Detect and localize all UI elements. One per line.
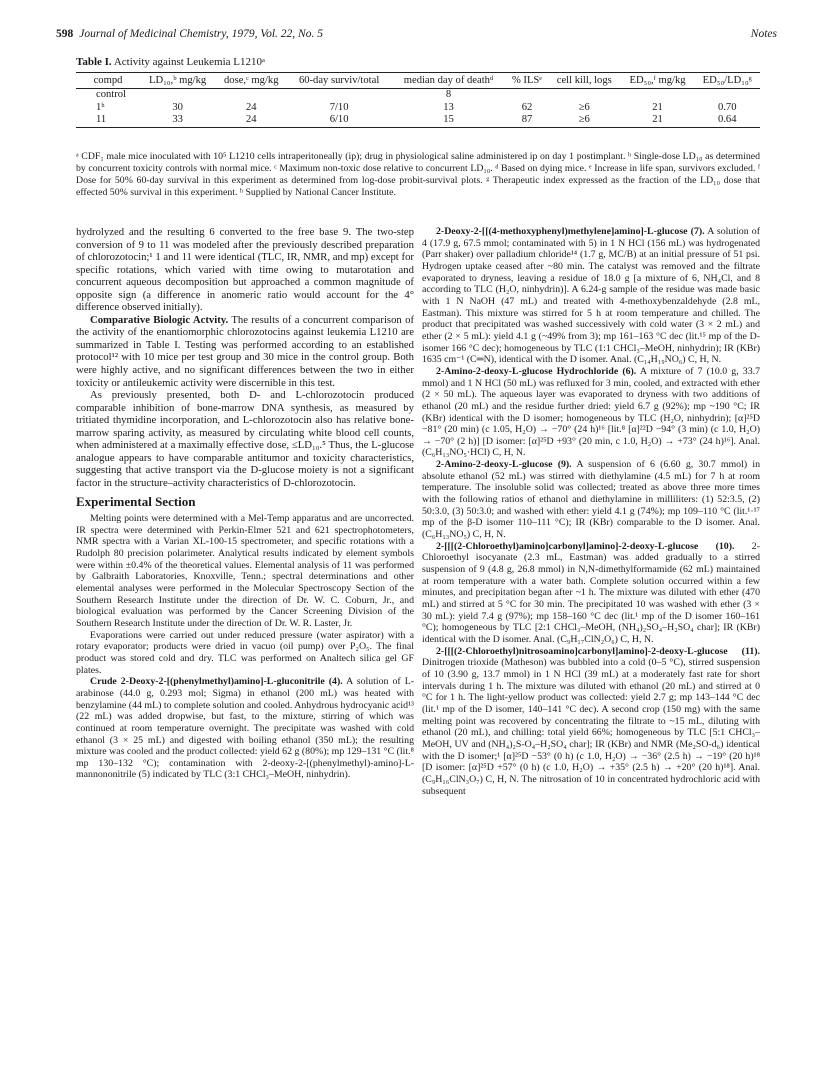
paragraph <box>422 541 760 646</box>
col-median-death: median day of deathᵈ <box>403 75 494 86</box>
table-cell: 30 <box>172 101 183 113</box>
paragraph-text: A suspension of 6 (6.60 g, 30.7 mmol) in absolute ethanol (52 mL) was stirred with diethylamine (4.5 mL) for 7 h at room temperature. The insoluble solid was collected; treated as above three more times with the following ratios of ethanol and diethylamine in milliliters: (1) 52:3.5, (2) 50:3.0, (3) 50:3.0; and washed with ether: yield 4.1 g (74%); mp 109–110 °C (lit.¹·¹⁷ mp of the β-D isomer 110–111 °C); IR (KBr) comparable to the D isomer. Anal. (C₆H₁₃NO₅) C, H, N. <box>422 459 760 541</box>
table-title: Activity against Leukemia L1210ᵃ <box>113 56 265 68</box>
paragraph <box>76 676 414 781</box>
paragraph-text: A solution of L-arabinose (44.0 g, 0.293 mol; Sigma) in ethanol (200 mL) was heated with benzylamine (44 mL) to complete solution and cooled. Anhydrous hydrocyanic acid¹³ (22 mL) was added dropwise, but fast, to the mixture, stirring of which was continued at room temperature overnight. The precipitate was washed with cold ethanol (3 × 25 mL) and digested with boiling ethanol (350 mL); the resulting mixture was cooled and the product collected: yield 62 g (80%); mp 129–131 °C (lit.⁸ mp 130–132 °C); contamination with 2-deoxy-2-[(phenylmethyl)-amino]-L-mannononitrile (5) indicated by TLC (3:1 CHCl₃–MeOH, ninhydrin). <box>76 676 414 781</box>
col-ed50: ED₅₀,ᶠ mg/kg <box>629 75 686 86</box>
compound-heading: 2-Amino-2-deoxy-L-glucose Hydrochloride (6). <box>436 365 637 377</box>
table-cell: 87 <box>521 114 533 125</box>
section-heading: Experimental Section <box>76 494 196 510</box>
paragraph <box>422 226 760 366</box>
col-ils: % ILSᵉ <box>511 75 543 86</box>
paragraph <box>76 314 414 389</box>
paragraph <box>422 459 760 541</box>
table-cell: 0.70 <box>717 101 737 113</box>
paragraph-text: A solution of 4 (17.9 g, 67.5 mmol; contaminated with 5) in 1 N HCl (156 mL) was hydrogenated (Parr shaker) over palladium chloride¹⁴ (1.7 g, MC/B) at an initial pressure of 51 psi. Hydrogen uptake ceased after ~80 min. The catalyst was removed and the filtrate evaporated to dryness, leaving a residue of 18.0 g [a mixture of 6, NH₄Cl, and 8 according to TLC (H₂O, ninhydrin)]. A 6.24-g sample of the residue was made basic with 1 N NaOH (47 mL) and treated with 4-methoxybenzaldehyde (2.8 mL, Eastman). This mixture was stirred for 5 h at room temperature and chilled. The product that precipitated was washed successively with cold water (3 × 2 mL) and ether (2 × 5 mL): yield 4.1 g (~49% from 3); mp 161–163 °C dec (lit.¹⁵ mp of the D-isomer 166 °C dec); homogeneous by TLC (1:1 CHCl₃–MeOH, ninhydrin); IR (KBr) 1635 cm⁻¹ (C═N), identical with the D isomer. Anal. (C₁₄H₁₉NO₆) C, H, N. <box>422 226 760 366</box>
table-cell: 7/10 <box>329 101 349 113</box>
subsection-heading: Comparative Biologic Actvity. <box>90 313 229 326</box>
paragraph-text: 2-Chloroethyl isocyanate (2.3 mL, Eastman) was added gradually to a stirred suspension of 9 (4.8 g, 26.8 mmol) in N,N-dimethylformamide (62 mL) maintained at room temperature with a water bath. Complete solution occurred within a few minutes, and precipitation began after ~1 h. The mixture was diluted with ether (470 mL) and stirred at 5 °C for 30 min. The precipitated 10 was washed with ether (3 × 30 mL): yield 7.4 g (97%); mp 158–160 °C dec (lit.¹ mp of the D isomer 160–161 °C); homogeneous by TLC [2:1 CHCl₃–MeOH, (NH₄)₂SO₄–H₂SO₄ char]; IR (KBr) identical with the D isomer. Anal. (C₉H₁₇ClN₂O₆) C, H, N. <box>422 540 760 645</box>
paragraph: Melting points were determined with a Mel-Temp apparatus and are uncorrected. IR spectra were determined with Perkin-Elmer 521 and 621 spectrophotometers, NMR spectra with a Varian XL-100-15 spectrometer, and specific rotations with a Rudolph 80 precision polarimeter. Analytical results indicated by element symbols were within ±0.4% of the theoretical values. Elemental analysis of 11 was performed by Galbraith Laboratories, Knoxville, Tenn.; spectral determinations and other elemental analyses were performed in the Molecular Spectroscopy Section of the Southern Research Institute under the direction of Dr. W. C. Coburn, Jr., and biological evaluation was performed by the Cancer Screening Division of the Southern Research Institute under the direction of Dr. W. R. Laster, Jr. <box>76 513 414 629</box>
table-cell <box>695 89 760 102</box>
table-cell: 6/10 <box>329 114 349 125</box>
table-row <box>76 114 760 127</box>
table-cell: ≥6 <box>578 101 590 113</box>
compound-heading: Crude 2-Deoxy-2-[(phenylmethyl)amino]-L-gluconitrile (4). <box>90 676 343 688</box>
journal-citation: Journal of Medicinal Chemistry, 1979, Vol. 22, No. 5 <box>79 28 323 40</box>
header-left <box>56 28 323 40</box>
running-header <box>56 28 777 44</box>
activity-table <box>76 72 760 128</box>
table-cell: 62 <box>521 101 533 113</box>
table-cell: 24 <box>245 101 257 113</box>
table-cell <box>140 89 215 102</box>
col-dose: dose,ᶜ mg/kg <box>224 75 279 86</box>
table-row <box>76 89 760 102</box>
compound-heading: 2-Amino-2-deoxy-L-glucose (9). <box>436 459 572 471</box>
paragraph-text: Dinitrogen trioxide (Matheson) was bubbled into a cold (0–5 °C), stirred suspension of 10 (3.90 g, 13.7 mmol) in 1 N HCl (39 mL) at a moderately fast rate for short intervals during 1 h. The mixture was diluted with ethanol (20 mL) and stirred at 0 °C for 1 h. The light-yellow product was collected: yield 2.7 g; mp 143–144 °C dec (lit.¹ mp of the D isomer, 140–141 °C dec). A second crop (150 mg) with the same melting point was recovered by concentrating the filtrate to ~15 mL, diluting with ethanol (20 mL), and chilling: total yield 66%; homogeneous by TLC [5:1 CHCl₃–MeOH, UV and (NH₄)₂S-O₄–H₂SO₄ char]; IR (KBr) and NMR (Me₂SO-d₆) identical with the D isomer;¹ [α]²⁵D −53° (0 h) (c 1.0, H₂O) → −36° (2.5 h) → −19° (20 h)¹⁸ [D isomer: [α]²⁵D +57° (0 h) (c 1.0, H₂O) → +35° (2.5 h) → +20° (20 h)¹⁸]. Anal. (C₉H₁₆ClN₃O₇) C, H, N. The nitrosation of 10 in concentrated hydrochloric acid with subsequent <box>422 657 760 797</box>
table-cell: 33 <box>172 114 183 125</box>
table-caption <box>76 56 265 68</box>
paragraph <box>422 646 760 798</box>
right-column <box>422 226 760 797</box>
paragraph: As previously presented, both D- and L-chlorozotocin produced comparable inhibition of bone-marrow DNA synthesis, as measured by tritiated thymidine incorporation, and L-chlorozotocin also has relative bone-marrow sparing activity, as measured by circulating white blood cell counts, when administered at a maximally effective dose, ≤LD₁₀.⁵ Thus, the L-glucose analogue appears to have comparable antitumor and toxicity characteristics, suggesting that active transport via the D-glucose moiety is not a significant factor in the structure–activity characteristics of D-chlorozotocin. <box>76 389 414 489</box>
table-cell <box>506 89 548 102</box>
table-cell: 0.64 <box>717 114 737 125</box>
paragraph-text: A mixture of 7 (10.0 g, 33.7 mmol) and 1 N HCl (50 mL) was refluxed for 3 min, cooled, and extracted with ether (2 × 50 mL). The aqueous layer was evaporated to dryness with two additions of ethanol (20 mL) and the residue further dried: yield 6.7 g (92%); mp ~190 °C; IR (KBr) identical with the D isomer; homogeneous by TLC (H₂O, ninhydrin); [α]²⁵D −81° (20 min) (c 1.05, H₂O) → −70° (24 h)¹⁶ [lit.⁸ [α]²²D −94° (3 min) (c 1.0, H₂O) → −70° (2 h)] [D isomer: [α]²⁵D +93° (20 min, c 1.0, H₂O) → +73° (24 h)¹⁶]. Anal. (C₆H₁₃NO₅·HCl) C, H, N. <box>422 365 761 459</box>
table-footnotes: ᵃ CDF₁ male mice inoculated with 10⁵ L1210 cells intraperitoneally (ip); drug in physiological saline administered ip on day 1 postimplant. ᵇ Single-dose LD₁₀ as determined by concurrent toxicity controls with normal mice. ᶜ Maximum non-toxic dose relative to concurrent LD₁₀. ᵈ Based on dying mice. ᵉ Increase in life span, survivors excluded. ᶠ Dose for 50% 60-day survival in this experiment as determined from log-dose probit-survival plots. ᵍ Therapeutic index expressed as the fraction of the LD₁₀ dose that effected 50% survival in this experiment. ʰ Supplied by National Cancer Institute. <box>76 151 760 198</box>
table-cell: ≥6 <box>578 114 590 125</box>
table-cell: 13 <box>443 101 454 113</box>
table-cell: 24 <box>245 114 257 125</box>
table-cell <box>287 89 391 102</box>
table-row <box>76 102 760 115</box>
table-cell: 11 <box>96 114 107 125</box>
table-cell: 21 <box>652 114 663 125</box>
paragraph-text: The results of a concurrent comparison of the activity of the enantiomorphic chlorozotocins against leukemia L1210 are summarized in Table I. Testing was performed according to an established protocol¹² with 10 mice per test group and 30 mice in the control group. Both were highly active, and no significant differences between the two in either toxicity or antileukemic activity were discernible in this test. <box>76 313 415 389</box>
page-number: 598 <box>56 28 74 40</box>
compound-heading: 2-[[[(2-Chloroethyl)amino]carbonyl]amino]-2-deoxy-L-glucose (10). <box>436 540 735 552</box>
col-therapeutic-index: ED₅₀/LD₁₀ᵍ <box>702 75 752 86</box>
col-cell-kill: cell kill, logs <box>556 75 612 86</box>
table-cell: 1ʰ <box>96 101 105 113</box>
table-cell <box>215 89 287 102</box>
col-compd: compd <box>93 75 123 86</box>
table-header-row <box>76 73 760 89</box>
table-cell: 21 <box>652 101 663 113</box>
table-cell <box>621 89 695 102</box>
col-survival: 60-day surviv/total <box>298 75 380 86</box>
table-cell: 8 <box>445 89 452 100</box>
table-cell: 15 <box>443 114 454 125</box>
compound-heading: 2-Deoxy-2-[[(4-methoxyphenyl)methylene]amino]-L-glucose (7). <box>436 226 705 237</box>
paragraph: hydrolyzed and the resulting 6 converted to the free base 9. The two-step conversion of 9 to 11 was modeled after the previously described preparation of chlorozotocin;¹ 1 and 11 were identical (TLC, IR, NMR, and mp) except for specific rotations, which varied with time owing to mutarotation and concurrent aqueous decomposition but approached a common magnitude of opposite sign (a difference in anomeric ratio would account for the 4° difference observed initially). <box>76 226 414 314</box>
table-cell <box>548 89 621 102</box>
paragraph <box>422 366 760 459</box>
left-column <box>76 226 414 781</box>
table-label: Table I. <box>76 56 112 68</box>
col-ld10: LD₁₀,ᵇ mg/kg <box>149 75 207 86</box>
section-label: Notes <box>750 28 777 40</box>
compound-heading: 2-[[[(2-Chloroethyl)nitrosoamino]carbonyl]amino]-2-deoxy-L-glucose (11). <box>436 645 760 657</box>
table-cell: control <box>96 89 127 100</box>
paragraph: Evaporations were carried out under reduced pressure (water aspirator) with a rotary evaporator; products were dried in vacuo (oil pump) over P₂O₅. The final product was stored cold and dry. TLC was performed on Analtech silica gel GF plates. <box>76 629 414 676</box>
